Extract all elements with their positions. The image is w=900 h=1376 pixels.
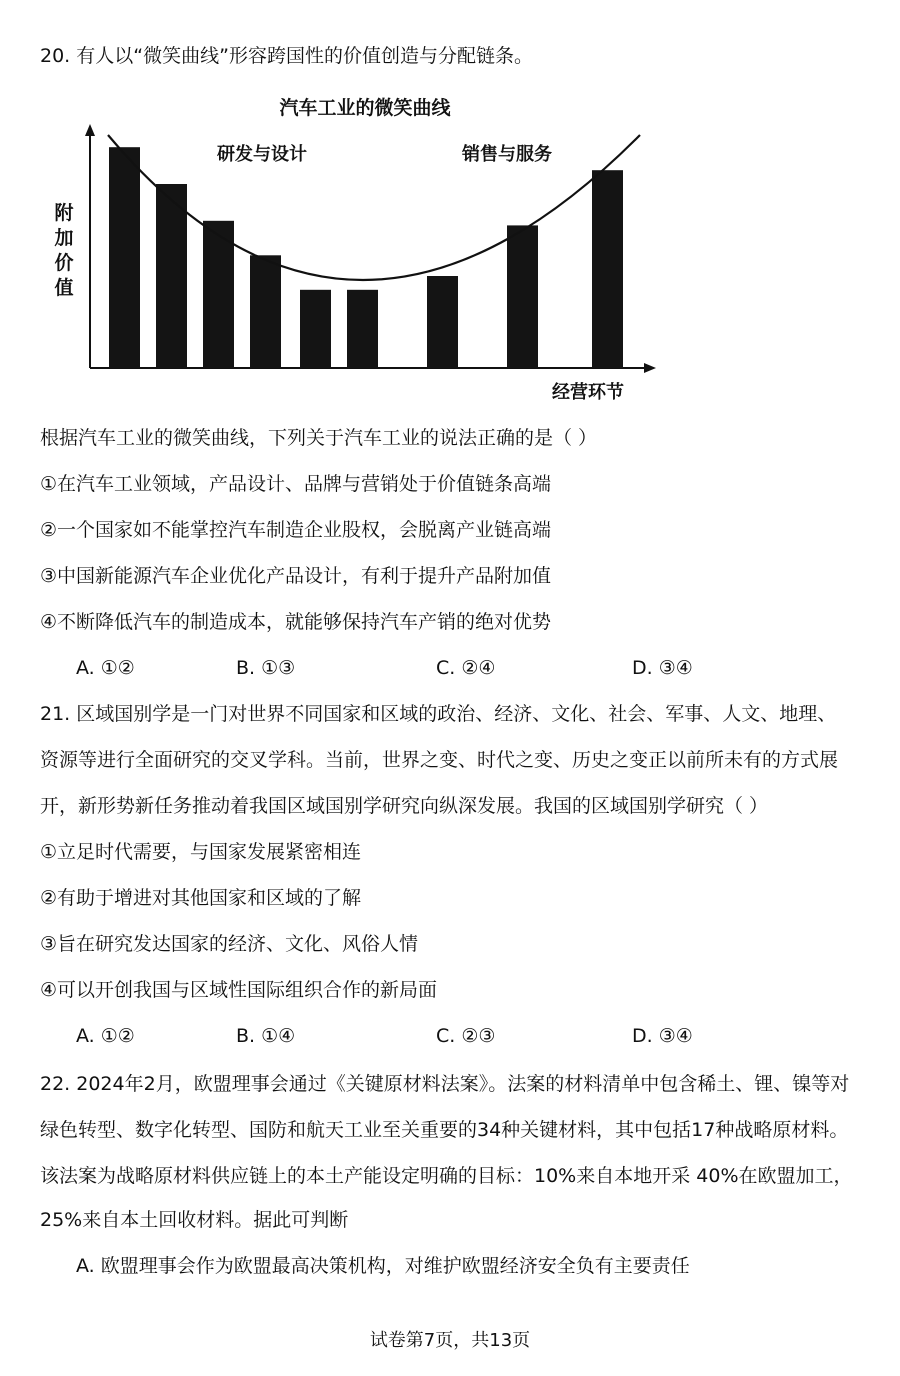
q20-option-a[interactable]: A. ①②	[76, 657, 135, 679]
x-axis-arrow	[644, 363, 656, 373]
y-axis-label	[54, 202, 73, 299]
q22-line-1: 22. 2024年2月，欧盟理事会通过《关键原材料法案》。法案的材料清单中包含稀土、锂、镍等对	[40, 1073, 850, 1095]
annotation-sales: 销售与服务	[462, 144, 552, 165]
q21-line-3: 开，新形势新任务推动着我国区域国别学研究向纵深发展。我国的区域国别学研究（ ）	[40, 795, 769, 817]
q21-option-d[interactable]: D. ③④	[632, 1025, 693, 1047]
q20-item-1: ①在汽车工业领域，产品设计、品牌与营销处于价值链条高端	[40, 473, 552, 495]
y-axis-label-char: 值	[54, 277, 74, 299]
q22-line-4: 25%来自本土回收材料。据此可判断	[40, 1209, 349, 1231]
chart-bar	[250, 255, 281, 368]
q21-line-2: 资源等进行全面研究的交叉学科。当前，世界之变、时代之变、历史之变正以前所未有的方式展	[40, 749, 839, 771]
chart-bar	[347, 290, 378, 368]
chart-bar	[300, 290, 331, 368]
q20-option-b[interactable]: B. ①③	[236, 657, 296, 679]
chart-bar	[427, 276, 458, 368]
q22-line-3: 该法案为战略原材料供应链上的本土产能设定明确的目标：10%来自本地开采 40%在欧盟加工，	[40, 1165, 853, 1187]
q21-option-b[interactable]: B. ①④	[236, 1025, 296, 1047]
q21-item-1: ①立足时代需要，与国家发展紧密相连	[40, 841, 362, 863]
q21-item-2: ②有助于增进对其他国家和区域的了解	[40, 887, 362, 909]
q22-option-a[interactable]: A. 欧盟理事会作为欧盟最高决策机构，对维护欧盟经济安全负有主要责任	[76, 1255, 690, 1277]
q21-item-4: ④可以开创我国与区域性国际组织合作的新局面	[40, 979, 438, 1001]
q20-option-d[interactable]: D. ③④	[632, 657, 693, 679]
y-axis-label-char: 价	[54, 252, 74, 274]
page-footer: 试卷第7页，共13页	[369, 1330, 531, 1351]
chart-title: 汽车工业的微笑曲线	[279, 97, 451, 119]
q21-option-a[interactable]: A. ①②	[76, 1025, 135, 1047]
q20-question: 根据汽车工业的微笑曲线，下列关于汽车工业的说法正确的是（ ）	[40, 427, 598, 449]
q20-item-2: ②一个国家如不能掌控汽车制造企业股权，会脱离产业链高端	[40, 519, 552, 541]
q20-item-4: ④不断降低汽车的制造成本，就能够保持汽车产销的绝对优势	[40, 611, 552, 633]
chart-bar	[156, 184, 187, 368]
q21-line-1: 21. 区域国别学是一门对世界不同国家和区域的政治、经济、文化、社会、军事、人文、地理、	[40, 703, 837, 725]
smile-curve	[108, 135, 640, 280]
smile-curve-chart	[0, 80, 900, 410]
q20-stem: 20. 有人以“微笑曲线”形容跨国性的价值创造与分配链条。	[40, 45, 533, 67]
x-axis-label: 经营环节	[552, 382, 624, 403]
q20-item-3: ③中国新能源汽车企业优化产品设计，有利于提升产品附加值	[40, 565, 552, 587]
q21-item-3: ③旨在研究发达国家的经济、文化、风俗人情	[40, 933, 419, 955]
annotation-rd: 研发与设计	[217, 144, 307, 165]
chart-bar	[507, 225, 538, 368]
y-axis-arrow	[85, 124, 95, 136]
q22-line-2: 绿色转型、数字化转型、国防和航天工业至关重要的34种关键材料，其中包括17种战略原材料。	[40, 1119, 849, 1141]
y-axis-label-char: 加	[54, 227, 74, 249]
chart-bar	[592, 170, 623, 368]
chart-bar	[109, 147, 140, 368]
q20-option-c[interactable]: C. ②④	[436, 657, 496, 679]
q21-option-c[interactable]: C. ②③	[436, 1025, 496, 1047]
y-axis-label-char: 附	[54, 202, 74, 224]
